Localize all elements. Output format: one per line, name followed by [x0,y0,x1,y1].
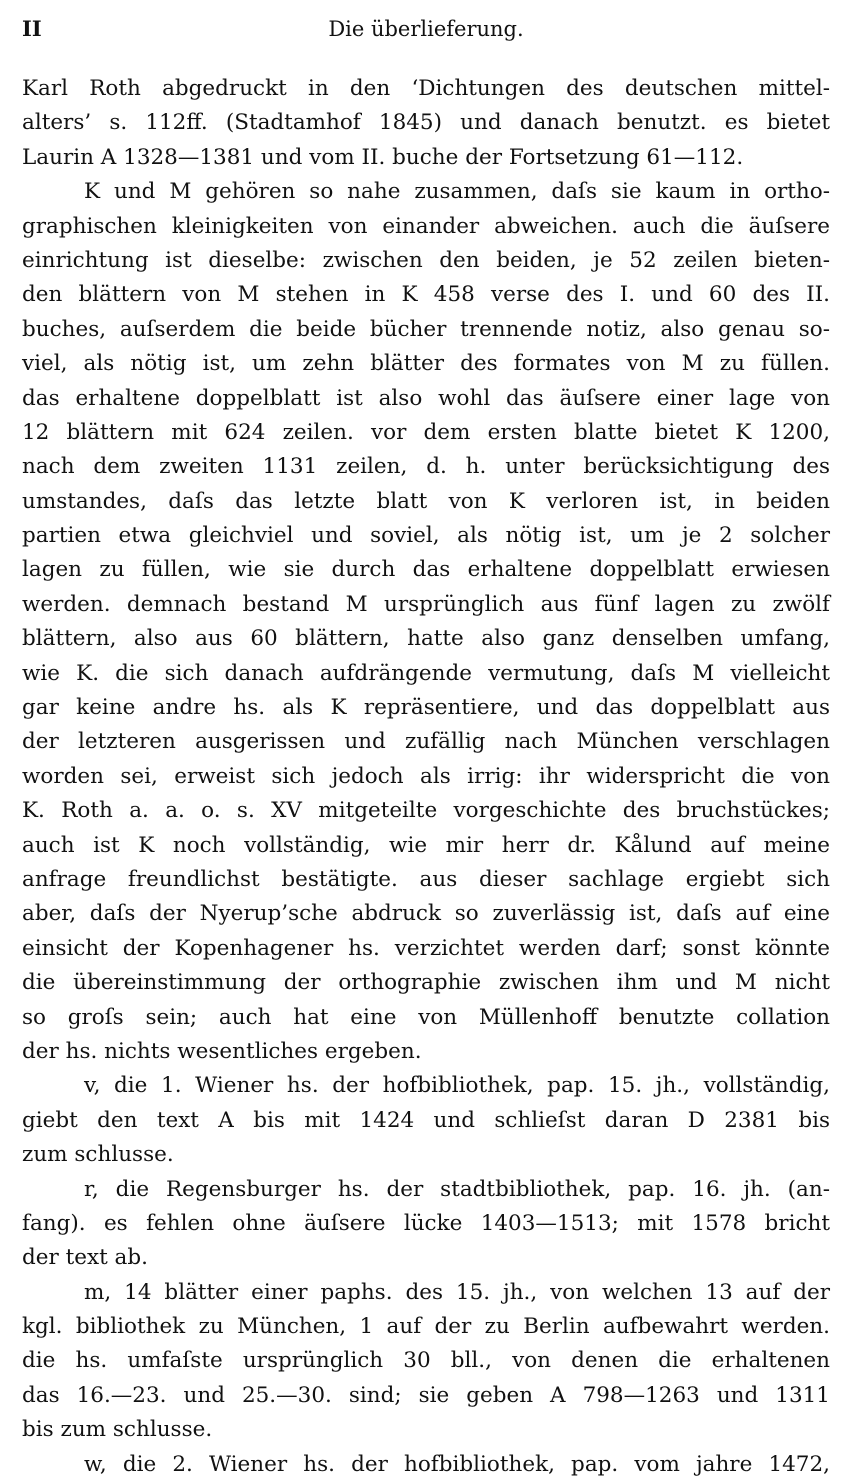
text-line: der text ab. [22,1245,148,1271]
text-line: graphischen kleinigkeiten von einander abweichen. auch die äuſsere [22,213,830,239]
text-line: v, die 1. Wiener hs. der hofbibliothek, pap. 15. jh., vollständig, [84,1073,830,1099]
text-line: einsicht der Kopenhagener hs. verzichtet werden darf; sonst könnte [22,935,830,961]
text-line: der letzteren ausgerissen und zufällig nach München verschlagen [22,729,830,755]
text-line: umstandes, daſs das letzte blatt von K verloren ist, in beiden [22,488,830,514]
text-line: einrichtung ist dieselbe: zwischen den beiden, je 52 zeilen bieten- [22,247,830,273]
text-line: m, 14 blätter einer paphs. des 15. jh., von welchen 13 auf der [84,1279,830,1305]
text-line: giebt den text A bis mit 1424 und schlieſst daran D 2381 bis [22,1107,830,1133]
text-line: lagen zu füllen, wie sie durch das erhaltene doppelblatt erwiesen [22,557,830,583]
text-line: alters’ s. 112ff. (Stadtamhof 1845) und danach benutzt. es bietet [22,110,830,136]
text-line: viel, als nötig ist, um zehn blätter des formates von M zu füllen. [22,351,830,377]
text-line: den blättern von M stehen in K 458 verse des I. und 60 des II. [22,282,830,308]
text-line: der hs. nichts wesentliches ergeben. [22,1038,422,1064]
text-line: worden sei, erweist sich jedoch als irrig: ihr widerspricht die von [22,763,830,789]
text-line: bis zum schlusse. [22,1417,213,1443]
text-line: Laurin A 1328—1381 und vom II. buche der Fortsetzung 61—112. [22,144,744,170]
text-line: auch ist K noch vollständig, wie mir herr dr. Kålund auf meine [22,832,830,858]
text-line: partien etwa gleichviel und soviel, als nötig ist, um je 2 solcher [22,523,830,549]
text-line: die übereinstimmung der orthographie zwischen ihm und M nicht [22,970,830,996]
text-line: fang). es fehlen ohne äuſsere lücke 1403—1513; mit 1578 bricht [22,1210,830,1236]
text-line: aber, daſs der Nyerup’sche abdruck so zuverlässig ist, daſs auf eine [22,901,830,927]
running-head [22,14,830,44]
text-line: nach dem zweiten 1131 zeilen, d. h. unter berücksichtigung des [22,454,830,480]
text-line: das erhaltene doppelblatt ist also wohl das äuſsere einer lage von [22,385,830,411]
running-title: Die überlieferung. [328,17,524,41]
text-line: das 16.—23. und 25.—30. sind; sie geben A 798—1263 und 1311 [22,1382,830,1408]
text-line: r, die Regensburger hs. der stadtbibliothek, pap. 16. jh. (an- [84,1176,830,1202]
page-number: II [22,16,42,41]
text-line: buches, auſserdem die beide bücher trennende notiz, also genau so- [22,316,830,342]
text-line: kgl. bibliothek zu München, 1 auf der zu Berlin aufbewahrt werden. [22,1314,830,1340]
text-line: so groſs sein; auch hat eine von Müllenhoff benutzte collation [22,1004,830,1030]
text-line: w, die 2. Wiener hs. der hofbibliothek, pap. vom jahre 1472, [84,1451,830,1477]
text-line: 12 blättern mit 624 zeilen. vor dem ersten blatte bietet K 1200, [22,419,830,445]
body-text [22,72,830,1482]
text-line: gar keine andre hs. als K repräsentiere, und das doppelblatt aus [22,695,830,721]
text-line: die hs. umfaſste ursprünglich 30 bll., von denen die erhaltenen [22,1348,830,1374]
text-line: K. Roth a. a. o. s. XV mitgeteilte vorgeschichte des bruchstückes; [22,798,830,824]
text-line: zum schlusse. [22,1142,174,1168]
text-line: wie K. die sich danach aufdrängende vermutung, daſs M vielleicht [22,660,830,686]
text-line: Karl Roth abgedruckt in den ‘Dichtungen des deutschen mittel- [22,76,830,101]
text-line: anfrage freundlichst bestätigte. aus dieser sachlage ergiebt sich [22,866,830,892]
text-line: K und M gehören so nahe zusammen, daſs sie kaum in ortho- [84,179,830,205]
text-line: werden. demnach bestand M ursprünglich aus fünf lagen zu zwölf [22,591,830,617]
text-line: blättern, also aus 60 blättern, hatte also ganz denselben umfang, [22,626,830,652]
